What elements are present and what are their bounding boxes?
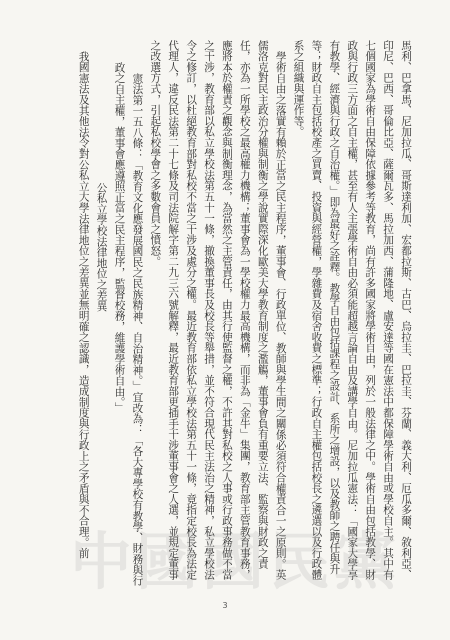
watermark: 中國國民黨 <box>70 525 401 598</box>
paragraph-quote: 憲法第一五八條：「教育文化應發展國民之民族精神、自治精神。」宜改為：「各大專學校有教學、財務與行政之自主權，董事會應遵照正當之民主程序，監督校務，維護學術自由。」 <box>113 62 144 586</box>
paragraph: 我國憲法及其他法令對公私立大學法律地位之差異並無明確之認識，造成制度與行政上之矛盾與不合理。前 <box>77 50 90 559</box>
paragraph: 馬利、巴拿馬、尼加拉瓜、哥斯達利加、宏都拉斯、古巴、烏拉圭、巴拉圭、芬蘭、義大利、厄瓜多爾、敘利亞、印尼、巴西、哥倫比亞、薩爾瓦多、馬拉加西、蒲隆地、盧安達等國在憲法中都保障學術自由或學校自主。其中有七個國家為學術自由保障依據參考等教育，尚有許多國家將學術自由，列於一般法律之中。學術自由包括教學、財政與行政三方面之自主權，甚至有人主張學術自由必須能超越言論自由及講學自由。尼加拉瓜憲法：「國家大學享有教學、經濟與行政之自治權。」即為最好之詮釋。教學自由包括課程之設計、系所之增設，以及教師之聘任與升等；財政自主包括校產之買賣、投資與經營權，學雜費及宿舍收費之標準；行政自主權包括校長之遴選以及行政體系之組織與運作等。 <box>292 40 412 580</box>
body-text <box>32 40 414 588</box>
section-heading: 公私立學校法律地位之差異 <box>95 73 108 312</box>
page-number: 3 <box>222 601 228 610</box>
paragraph: 學術自由之落實有賴於正當之民主程序，董事會、行政單位、教師與學生間之關係必須符合權責合一之原則。英儒洛克對民主政治分權與制衡之學說實際深化歐美大學教育制度之濫觴，董事會負有重要立法、監察與財政之責任，亦為一所學校之最高權力機構；董事會為一學校權力最高機構，而非為「金牛」集團，教育部主管教育事務，應將本於權責之觀念與制衡理念，為當然之主管責任，由其行使監督之權，不許其對私校之人事或行政事務做不當之干涉，教育部以私立學校法第五十一條，撤換董事長及校長等舉措，並不符合現代民主法治之精神，私立學校法令之修訂，以杜絕教育部對私校不當之干涉及處分之權。最近教育部依私立學校法第五十一條，竟指定校長為法定代理人，違反民法第二十七條及司法院解字第二九三六號解釋，最近教育部更插手干涉董事會之人選，並規定董事之改選方式，引起私校學會之多數會員之憤怒。 <box>149 40 287 580</box>
